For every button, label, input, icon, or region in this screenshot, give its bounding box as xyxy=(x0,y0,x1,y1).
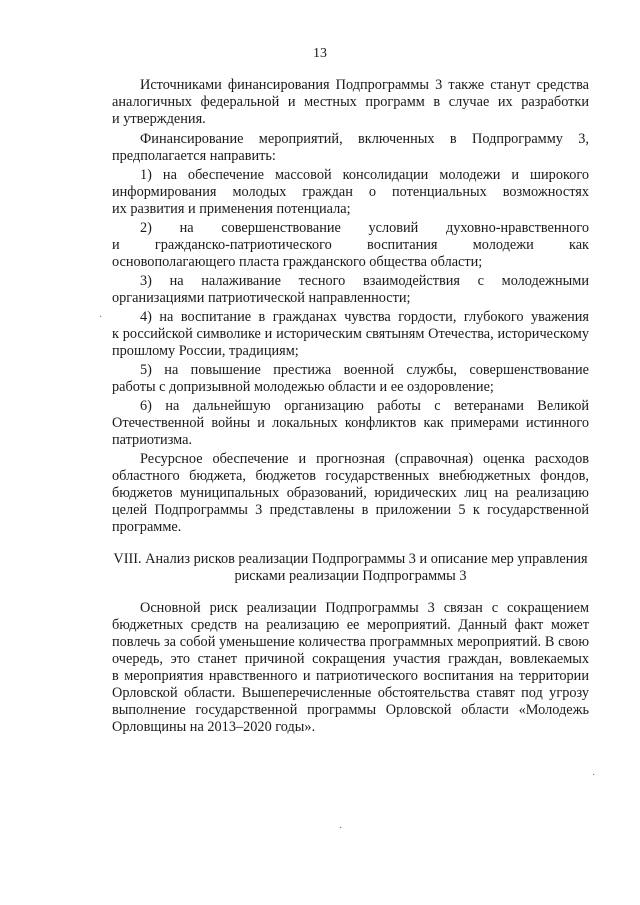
text-line: 3) на налаживание тесного взаимодействия с молодежными xyxy=(140,273,589,289)
text-line: бюджетных средств на реализацию ее мероприятий. Данный факт может xyxy=(112,617,589,633)
text-line: 2) на совершенствование условий духовно-нравственного xyxy=(140,220,589,236)
text-line: повлечь за собой уменьшение количества программных мероприятий. В свою xyxy=(112,634,589,650)
scan-speck: · xyxy=(99,312,103,323)
text-line: областного бюджета, бюджетов государственных внебюджетных фондов, xyxy=(112,468,589,484)
text-line: организациями патриотической направленности; xyxy=(112,290,411,306)
text-line: бюджетов муниципальных образований, юридических лиц на реализацию xyxy=(112,485,589,501)
section-heading-line: рисками реализации Подпрограммы 3 xyxy=(234,568,467,584)
scan-speck: · xyxy=(592,770,596,781)
page-number: 13 xyxy=(313,46,327,61)
text-line: патриотизма. xyxy=(112,432,193,448)
text-line: Отечественной войны и локальных конфликтов как примерами истинного xyxy=(112,415,589,431)
text-line: Финансирование мероприятий, включенных в Подпрограмму 3, xyxy=(140,131,589,147)
text-line: выполнение государственной программы Орловской области «Молодежь xyxy=(112,702,589,718)
text-line: Основной риск реализации Подпрограммы 3 связан с сокращением xyxy=(140,600,589,616)
text-line: 6) на дальнейшую организацию работы с ветеранами Великой xyxy=(140,398,589,414)
text-line: информирования молодых граждан о потенциальных возможностях xyxy=(112,184,589,200)
text-line: очередь, это станет причиной сокращения участия граждан, вовлекаемых xyxy=(112,651,589,667)
text-line: Источниками финансирования Подпрограммы 3 также станут средства xyxy=(140,77,589,93)
text-line: Орловской области. Вышеперечисленные обстоятельства ставят под угрозу xyxy=(112,685,589,701)
text-line: 4) на воспитание в гражданах чувства гордости, глубокого уважения xyxy=(140,309,589,325)
section-heading-line: VIII. Анализ рисков реализации Подпрограммы 3 и описание мер управления xyxy=(113,551,588,567)
text-line: и гражданско-патриотического воспитания молодежи как xyxy=(112,237,589,253)
text-line: целей Подпрограммы 3 представлены в приложении 5 к государственной xyxy=(112,502,589,518)
scan-speck: · xyxy=(339,823,343,834)
text-line: 1) на обеспечение массовой консолидации молодежи и широкого xyxy=(140,167,589,183)
text-line: Орловщины на 2013–2020 годы». xyxy=(112,719,316,735)
text-line: основополагающего пласта гражданского общества области; xyxy=(112,254,483,270)
text-line: Ресурсное обеспечение и прогнозная (справочная) оценка расходов xyxy=(140,451,589,467)
text-line: в мероприятия нравственного и патриотического воспитания на территории xyxy=(112,668,589,684)
text-line: и утверждения. xyxy=(112,111,206,127)
text-line: их развития и применения потенциала; xyxy=(112,201,351,217)
text-line: аналогичных федеральной и местных программ в случае их разработки xyxy=(112,94,589,110)
text-line: программе. xyxy=(112,519,182,535)
text-line: к российской символике и историческим святыням Отечества, историческому xyxy=(112,326,589,342)
text-line: прошлому России, традициям; xyxy=(112,343,299,359)
text-line: работы с допризывной молодежью области и ее оздоровление; xyxy=(112,379,494,395)
text-line: 5) на повышение престижа военной службы, совершенствование xyxy=(140,362,589,378)
text-line: предполагается направить: xyxy=(112,148,276,164)
